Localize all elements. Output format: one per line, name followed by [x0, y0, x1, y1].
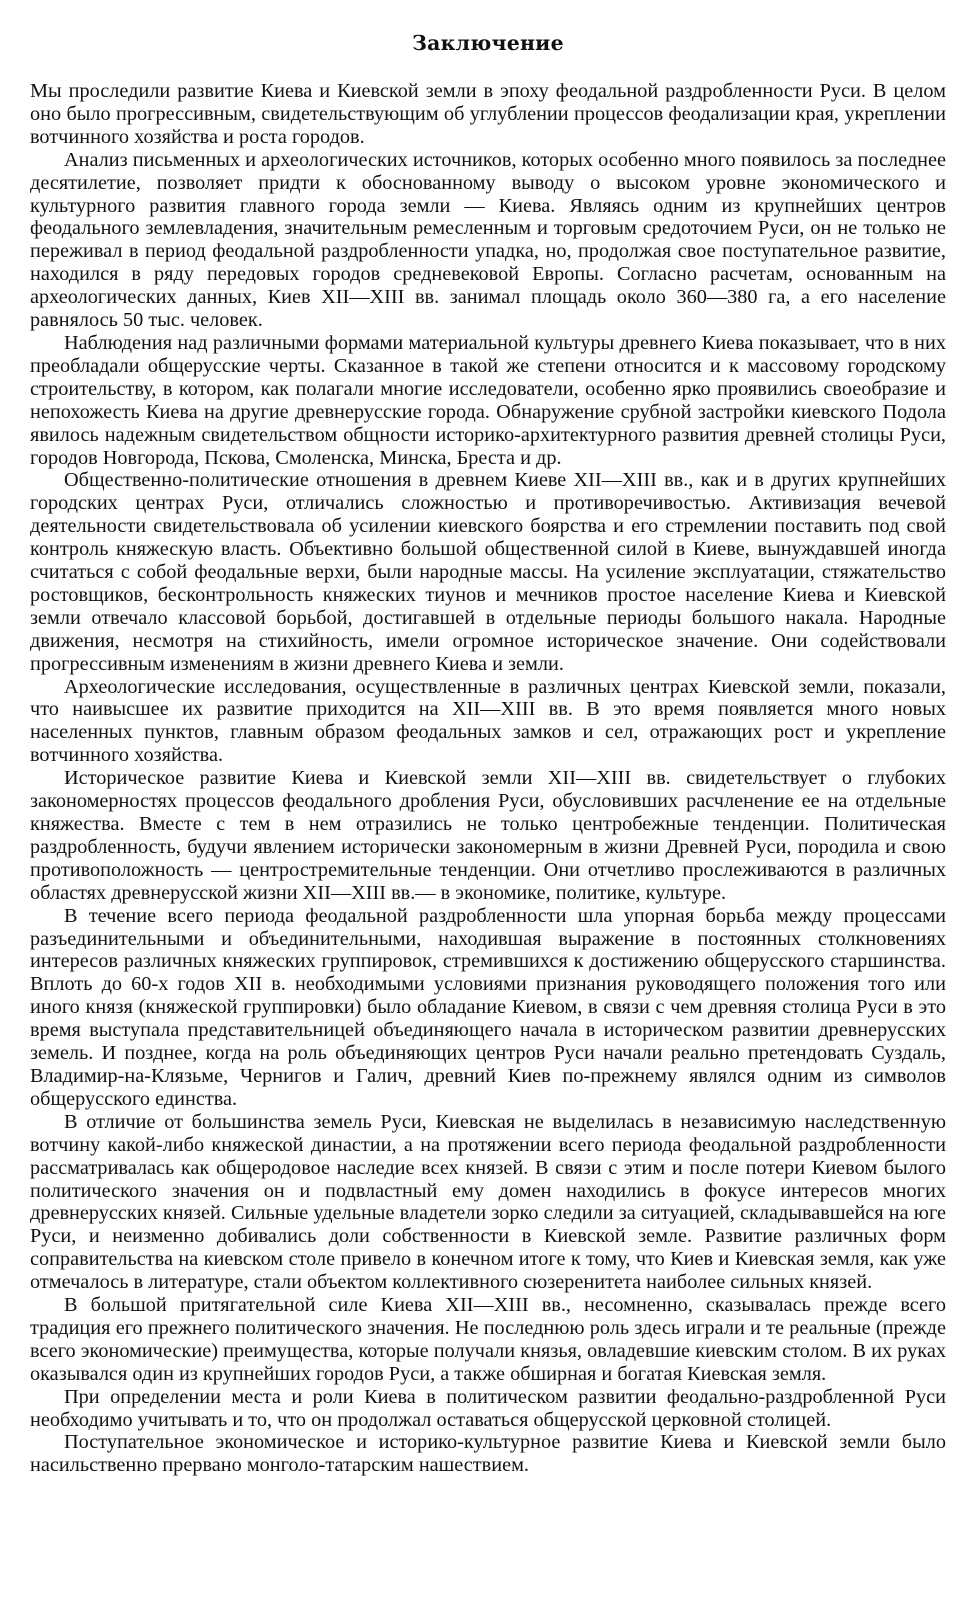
- paragraph-3: Наблюдения над различными формами материальной культуры древнего Киева показывает, что в них преобладали общерусские черты. Сказанное в такой же степени относится и к массовому городскому строительству, в котором, как полагали многие исследователи, особенно ярко проявились своеобразие и непохожесть Киева на другие древнерусские города. Обнаружение срубной застройки киевского Подола явилось надежным свидетельством общности историко-архитектурного развития древней столицы Руси, городов Новгорода, Пскова, Смоленска, Минска, Бреста и др.: [30, 331, 946, 469]
- paragraph-11: Поступательное экономическое и историко-культурное развитие Киева и Киевской земли было насильственно прервано монголо-татарским нашествием.: [30, 1431, 946, 1477]
- paragraph-4: Общественно-политические отношения в древнем Киеве XII—XIII вв., как и в других крупнейших городских центрах Руси, отличались сложностью и противоречивостью. Активизация вечевой деятельности свидетельствовала об усилении киевского боярства и его стремлении поставить под свой контроль княжескую власть. Объективно большой общественной силой в Киеве, вынуждавшей иногда считаться с собой феодальные верхи, были народные массы. На усиление эксплуатации, стяжательство ростовщиков, бесконтрольность княжеских тиунов и мечников простое население Киева и Киевской земли отвечало классовой борьбой, достигавшей в отдельные периоды большого накала. Народные движения, несмотря на стихийность, имели огромное историческое значение. Они содействовали прогрессивным изменениям в жизни древнего Киева и земли.: [30, 469, 946, 675]
- paragraph-2: Анализ письменных и археологических источников, которых особенно много появилось за последнее десятилетие, позволяет придти к обоснованному выводу о высоком уровне экономического и культурного развития главного города земли — Киева. Являясь одним из крупнейших центров феодального землевладения, значительным ремесленным и торговым средоточием Руси, он не только не переживал в период феодальной раздробленности упадка, но, продолжая свое поступательное развитие, находился в ряду передовых городов средневековой Европы. Согласно расчетам, основанным на археологических данных, Киев XII—XIII вв. занимал площадь около 360—380 га, а его население равнялось 50 тыс. человек.: [30, 148, 946, 332]
- paragraph-10: При определении места и роли Киева в политическом развитии феодально-раздробленной Руси необходимо учитывать и то, что он продолжал оставаться общерусской церковной столицей.: [30, 1385, 946, 1431]
- paragraph-1: Мы проследили развитие Киева и Киевской земли в эпоху феодальной раздробленности Руси. В целом оно было прогрессивным, свидетельствующим об углублении процессов феодализации края, укреплении вотчинного хозяйства и роста городов.: [30, 80, 946, 148]
- paragraph-6: Историческое развитие Киева и Киевской земли XII—XIII вв. свидетельствует о глубоких закономерностях процессов феодального дробления Руси, обусловивших расчленение ее на отдельные княжества. Вместе с тем в нем отразились не только центробежные тенденции. Политическая раздробленность, будучи явлением исторически закономерным в жизни Древней Руси, породила и свою противоположность — центростремительные тенденции. Они отчетливо прослеживаются в различных областях древнерусской жизни XII—XIII вв.— в экономике, политике, культуре.: [30, 767, 946, 904]
- paragraph-9: В большой притягательной силе Киева XII—XIII вв., несомненно, сказывалась прежде всего традиция его прежнего политического значения. Не последнюю роль здесь играли и те реальные (прежде всего экономические) преимущества, которые получали князья, овладевшие киевским столом. В их руках оказывался один из крупнейших городов Руси, а также обширная и богатая Киевская земля.: [30, 1294, 946, 1385]
- paragraph-8: В отличие от большинства земель Руси, Киевская не выделилась в независимую наследственную вотчину какой-либо княжеской династии, а на протяжении всего периода феодальной раздробленности рассматривалась как общеродовое наследие всех князей. В связи с этим и после потери Киевом былого политического значения он и подвластный ему домен находились в фокусе интересов многих древнерусских князей. Сильные удельные владетели зорко следили за ситуацией, складывавшейся на юге Руси, и неизменно добивались доли собственности в Киевской земле. Развитие различных форм соправительства на киевском столе привело в конечном итоге к тому, что Киев и Киевская земля, как уже отмечалось в литературе, стали объектом коллективного сюзеренитета наиболее сильных князей.: [30, 1110, 946, 1294]
- paragraph-7: В течение всего периода феодальной раздробленности шла упорная борьба между процессами разъединительными и объединительными, находившая выражение в постоянных столкновениях интересов различных княжеских группировок, стремившихся к достижению общерусского старшинства. Вплоть до 60-х годов XII в. необходимыми условиями признания руководящего положения того или иного князя (княжеской группировки) было обладание Киевом, в связи с чем древняя столица Руси в это время выступала представительницей объединяющего начала в историческом развитии древнерусских земель. И позднее, когда на роль объединяющих центров Руси начали реально претендовать Суздаль, Владимир-на-Клязьме, Чернигов и Галич, древний Киев по-прежнему являлся одним из символов общерусского единства.: [30, 904, 946, 1110]
- document-page: [30, 28, 946, 1477]
- page-title: Заключение: [412, 31, 564, 55]
- paragraph-5: Археологические исследования, осуществленные в различных центрах Киевской земли, показали, что наивысшее их развитие приходится на XII—XIII вв. В это время появляется много новых населенных пунктов, главным образом феодальных замков и сел, отражающих рост и укрепление вотчинного хозяйства.: [30, 675, 946, 767]
